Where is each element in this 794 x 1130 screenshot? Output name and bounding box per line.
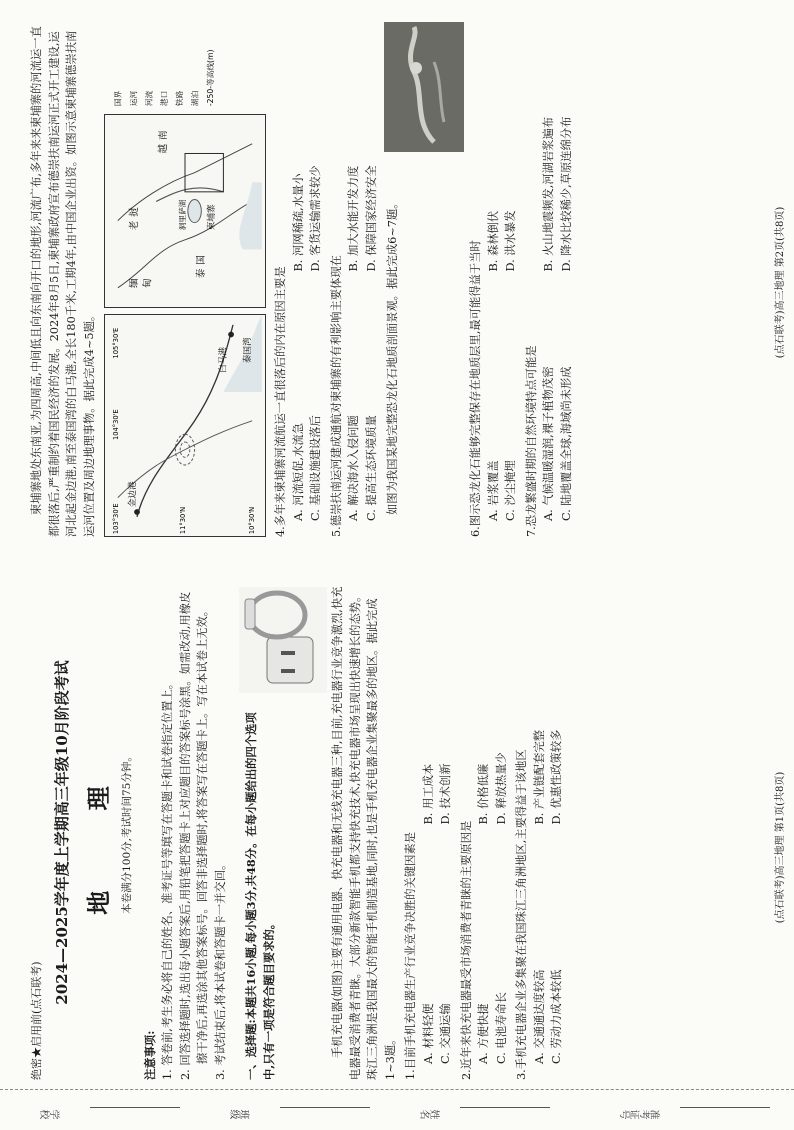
- option[interactable]: A. 河流短促,水流急: [291, 422, 305, 521]
- svg-text:港口: 港口: [159, 91, 169, 107]
- option[interactable]: B. 火山地震频发,河湖岩浆遍布: [542, 116, 555, 272]
- page-footer: (点石联考)高三地理 第2页(共8页): [775, 206, 786, 359]
- question-stem: 2.近年来快充电器最受市场消费者青睐的主要原因是: [459, 820, 473, 1080]
- option[interactable]: A. 方便快捷: [477, 1003, 491, 1064]
- option[interactable]: C. 交通运输: [439, 1003, 453, 1064]
- exam-info: 本卷满分100分,考试时间75分钟。: [121, 751, 134, 914]
- secret-mark: 绝密★启用前(点石联考): [30, 961, 43, 1080]
- option[interactable]: D. 优惠性政策较多: [550, 729, 564, 825]
- page2-column: [28, 22, 575, 537]
- option[interactable]: D. 技术创新: [439, 763, 453, 825]
- question-options: [485, 22, 520, 537]
- svg-text:104°30'E: 104°30'E: [111, 409, 120, 441]
- option[interactable]: A. 岩浆覆盖: [486, 460, 500, 521]
- page-footer: (点石联考)高三地理 第1页(共8页): [775, 771, 786, 924]
- question-options: [345, 22, 380, 537]
- svg-text:105°30'E: 105°30'E: [111, 327, 120, 359]
- option[interactable]: D. 释放热量少: [494, 752, 508, 825]
- question-options: [420, 585, 455, 1080]
- canal-detail-map: [104, 314, 266, 537]
- option[interactable]: A. 解决海水入侵问题: [347, 415, 360, 521]
- option[interactable]: B. 产业链配套完整: [532, 729, 546, 825]
- svg-text:金边港: 金边港: [128, 481, 139, 508]
- svg-text:老: 老: [129, 220, 141, 231]
- svg-text:甸: 甸: [142, 278, 154, 289]
- section-heading: 一、选择题:本题共16小题,每小题3分,共48分。在每小题给出的四个选项中,只有一项是符合题目要求的。: [244, 712, 276, 1080]
- option[interactable]: D. 洪水暴发: [504, 210, 517, 272]
- binding-label-exam-id: 准考证号: [620, 1107, 660, 1118]
- port-marker: [134, 509, 140, 515]
- dinosaur-fossil-photo: [384, 22, 464, 152]
- option[interactable]: D. 降水比较稀少,草原连绵分布: [559, 116, 573, 272]
- svg-text:泰: 泰: [196, 268, 208, 279]
- page1-column: [28, 585, 566, 1080]
- question-intro: 如图为我国某地完整恐龙化石地质剖面景观。据此完成6~7题。: [386, 197, 399, 515]
- notice-item: 2. 回答选择题时,选出每小题答案后,用铅笔把答题卡上对应题目的答案标号涂黑。如需改动,用橡皮擦干净后,再选涂其他答案标号。回答非选择题时,将答案写在答题卡上。写在本试卷上无效。: [178, 591, 210, 1080]
- option[interactable]: C. 电池寿命长: [494, 992, 508, 1064]
- question-stem: 7.恐龙繁盛时期的自然环境特点可能是: [524, 345, 538, 537]
- option[interactable]: C. 沙尘掩埋: [504, 460, 517, 521]
- svg-text:国: 国: [196, 255, 208, 266]
- svg-text:河流: 河流: [144, 91, 154, 107]
- binding-strip: [0, 1089, 794, 1130]
- port-marker: [228, 332, 234, 338]
- binding-label-class: 班级: [230, 1107, 250, 1118]
- option[interactable]: B. 河网稀疏,水量小: [291, 173, 305, 272]
- question-options: [531, 585, 566, 1080]
- question-stem: 3.手机充电器企业多集聚在我国珠江三角洲地区,主要得益于该地区: [515, 749, 529, 1080]
- svg-text:缅: 缅: [129, 278, 141, 289]
- map-figure: [104, 22, 266, 537]
- option[interactable]: B. 价格低廉: [477, 763, 491, 825]
- question-intro: 柬埔寨地处东南亚,为四周高,中间低且向东南向开口的地形,河流广布,多年来来柬埔寨的河流运一直都很落后,严重制约着国民经济的发展。2024年8月5日,柬埔寨政府宣布德崇扶南运河正式开工建设,运河北起金边港,南至泰国湾的白马港,全长180千米,工期4年,由中国企业出资。如图示意柬埔寨德崇扶南运河位置及周边地理事物。据此完成4~5题。: [30, 26, 96, 537]
- question-options: [290, 22, 325, 537]
- question-stem: 6.图示恐龙化石能够完整保存在地质层里,最可能得益于当时: [469, 240, 482, 537]
- question-intro: 手机充电器(如图)主要有通用电器、快充电器和无线充电器三种,目前,充电器行业竞争激烈,快充电器最受消费者青睐。大部分新款智能手机都支持快充技术,快充电器市场呈现出快速增长的态势。珠江三角洲是我国最大的智能手机制造基地,同时,也是手机充电器企业集聚最多的地区。据此完成1~3题。: [331, 586, 397, 1080]
- svg-text:柬埔寨: 柬埔寨: [206, 204, 217, 231]
- tonle-sap-lake: [188, 200, 201, 223]
- svg-text:103°30'E: 103°30'E: [111, 503, 120, 535]
- svg-text:越: 越: [157, 144, 169, 154]
- binding-label-school: 学校: [40, 1107, 60, 1118]
- option[interactable]: D. 保障国家经济安全: [364, 165, 378, 272]
- binding-label-name: 姓名: [420, 1107, 440, 1118]
- question-options: [540, 22, 575, 537]
- option[interactable]: A. 材料轻便: [421, 1003, 435, 1064]
- option[interactable]: B. 用工成本: [421, 763, 435, 825]
- subject-title: 地 理: [84, 750, 114, 915]
- svg-text:挝: 挝: [129, 207, 141, 218]
- svg-text:国界: 国界: [113, 91, 123, 107]
- option[interactable]: A. 气候温暖湿润,裸子植物茂密: [542, 366, 555, 521]
- svg-text:11°30'N: 11°30'N: [179, 506, 187, 535]
- charger-photo: [237, 585, 329, 695]
- option[interactable]: C. 提高生态环境质量: [364, 415, 378, 521]
- option[interactable]: B. 森林倒伏: [486, 210, 500, 272]
- svg-text:铁路: 铁路: [175, 91, 185, 107]
- svg-text:10°30'N: 10°30'N: [248, 506, 257, 535]
- question-stem: 4.多年来柬埔寨河流航运一直很落后的内在原因主要是: [274, 266, 287, 537]
- notice-item: 3. 考试结束后,将本试卷和答题卡一并交回。: [213, 858, 227, 1080]
- svg-text:-250-等高线(m): -250-等高线(m): [205, 49, 215, 107]
- region-overview-map: [104, 114, 266, 308]
- question-stem: 5.德崇扶南运河建成通航对柬埔寨的有利影响主要体现在: [329, 255, 343, 537]
- question-options: [475, 585, 510, 1080]
- svg-text:湖泊: 湖泊: [190, 91, 200, 107]
- option[interactable]: B. 加大水能开发力度: [347, 165, 360, 272]
- option[interactable]: D. 客货运输需求较少: [309, 165, 322, 272]
- svg-text:洞里萨湖: 洞里萨湖: [178, 199, 187, 231]
- notice-item: 1. 答卷前,考生务必将自己的姓名、准考证号等填写在答题卡和试卷指定位置上。: [161, 677, 175, 1080]
- option[interactable]: C. 基础设施建设落后: [309, 415, 322, 521]
- svg-text:白马港: 白马港: [218, 346, 229, 373]
- svg-text:泰国湾: 泰国湾: [243, 337, 254, 364]
- option[interactable]: C. 陆地覆盖全球,海域尚未形成: [559, 366, 573, 521]
- page-1: [0, 565, 794, 1130]
- question-stem: 1.目前手机充电器生产行业竞争决胜的关键因素是: [404, 831, 418, 1080]
- option[interactable]: C. 劳动力成本较低: [550, 969, 564, 1064]
- exam-title: 2024—2025学年度上学期高三年级10月阶段考试: [53, 660, 72, 1005]
- map-legend: [104, 22, 264, 108]
- svg-text:南: 南: [157, 130, 169, 141]
- option[interactable]: A. 交通通达度较高: [532, 969, 546, 1064]
- notice-heading: 注意事项:: [142, 1030, 157, 1080]
- svg-text:运河: 运河: [129, 91, 139, 107]
